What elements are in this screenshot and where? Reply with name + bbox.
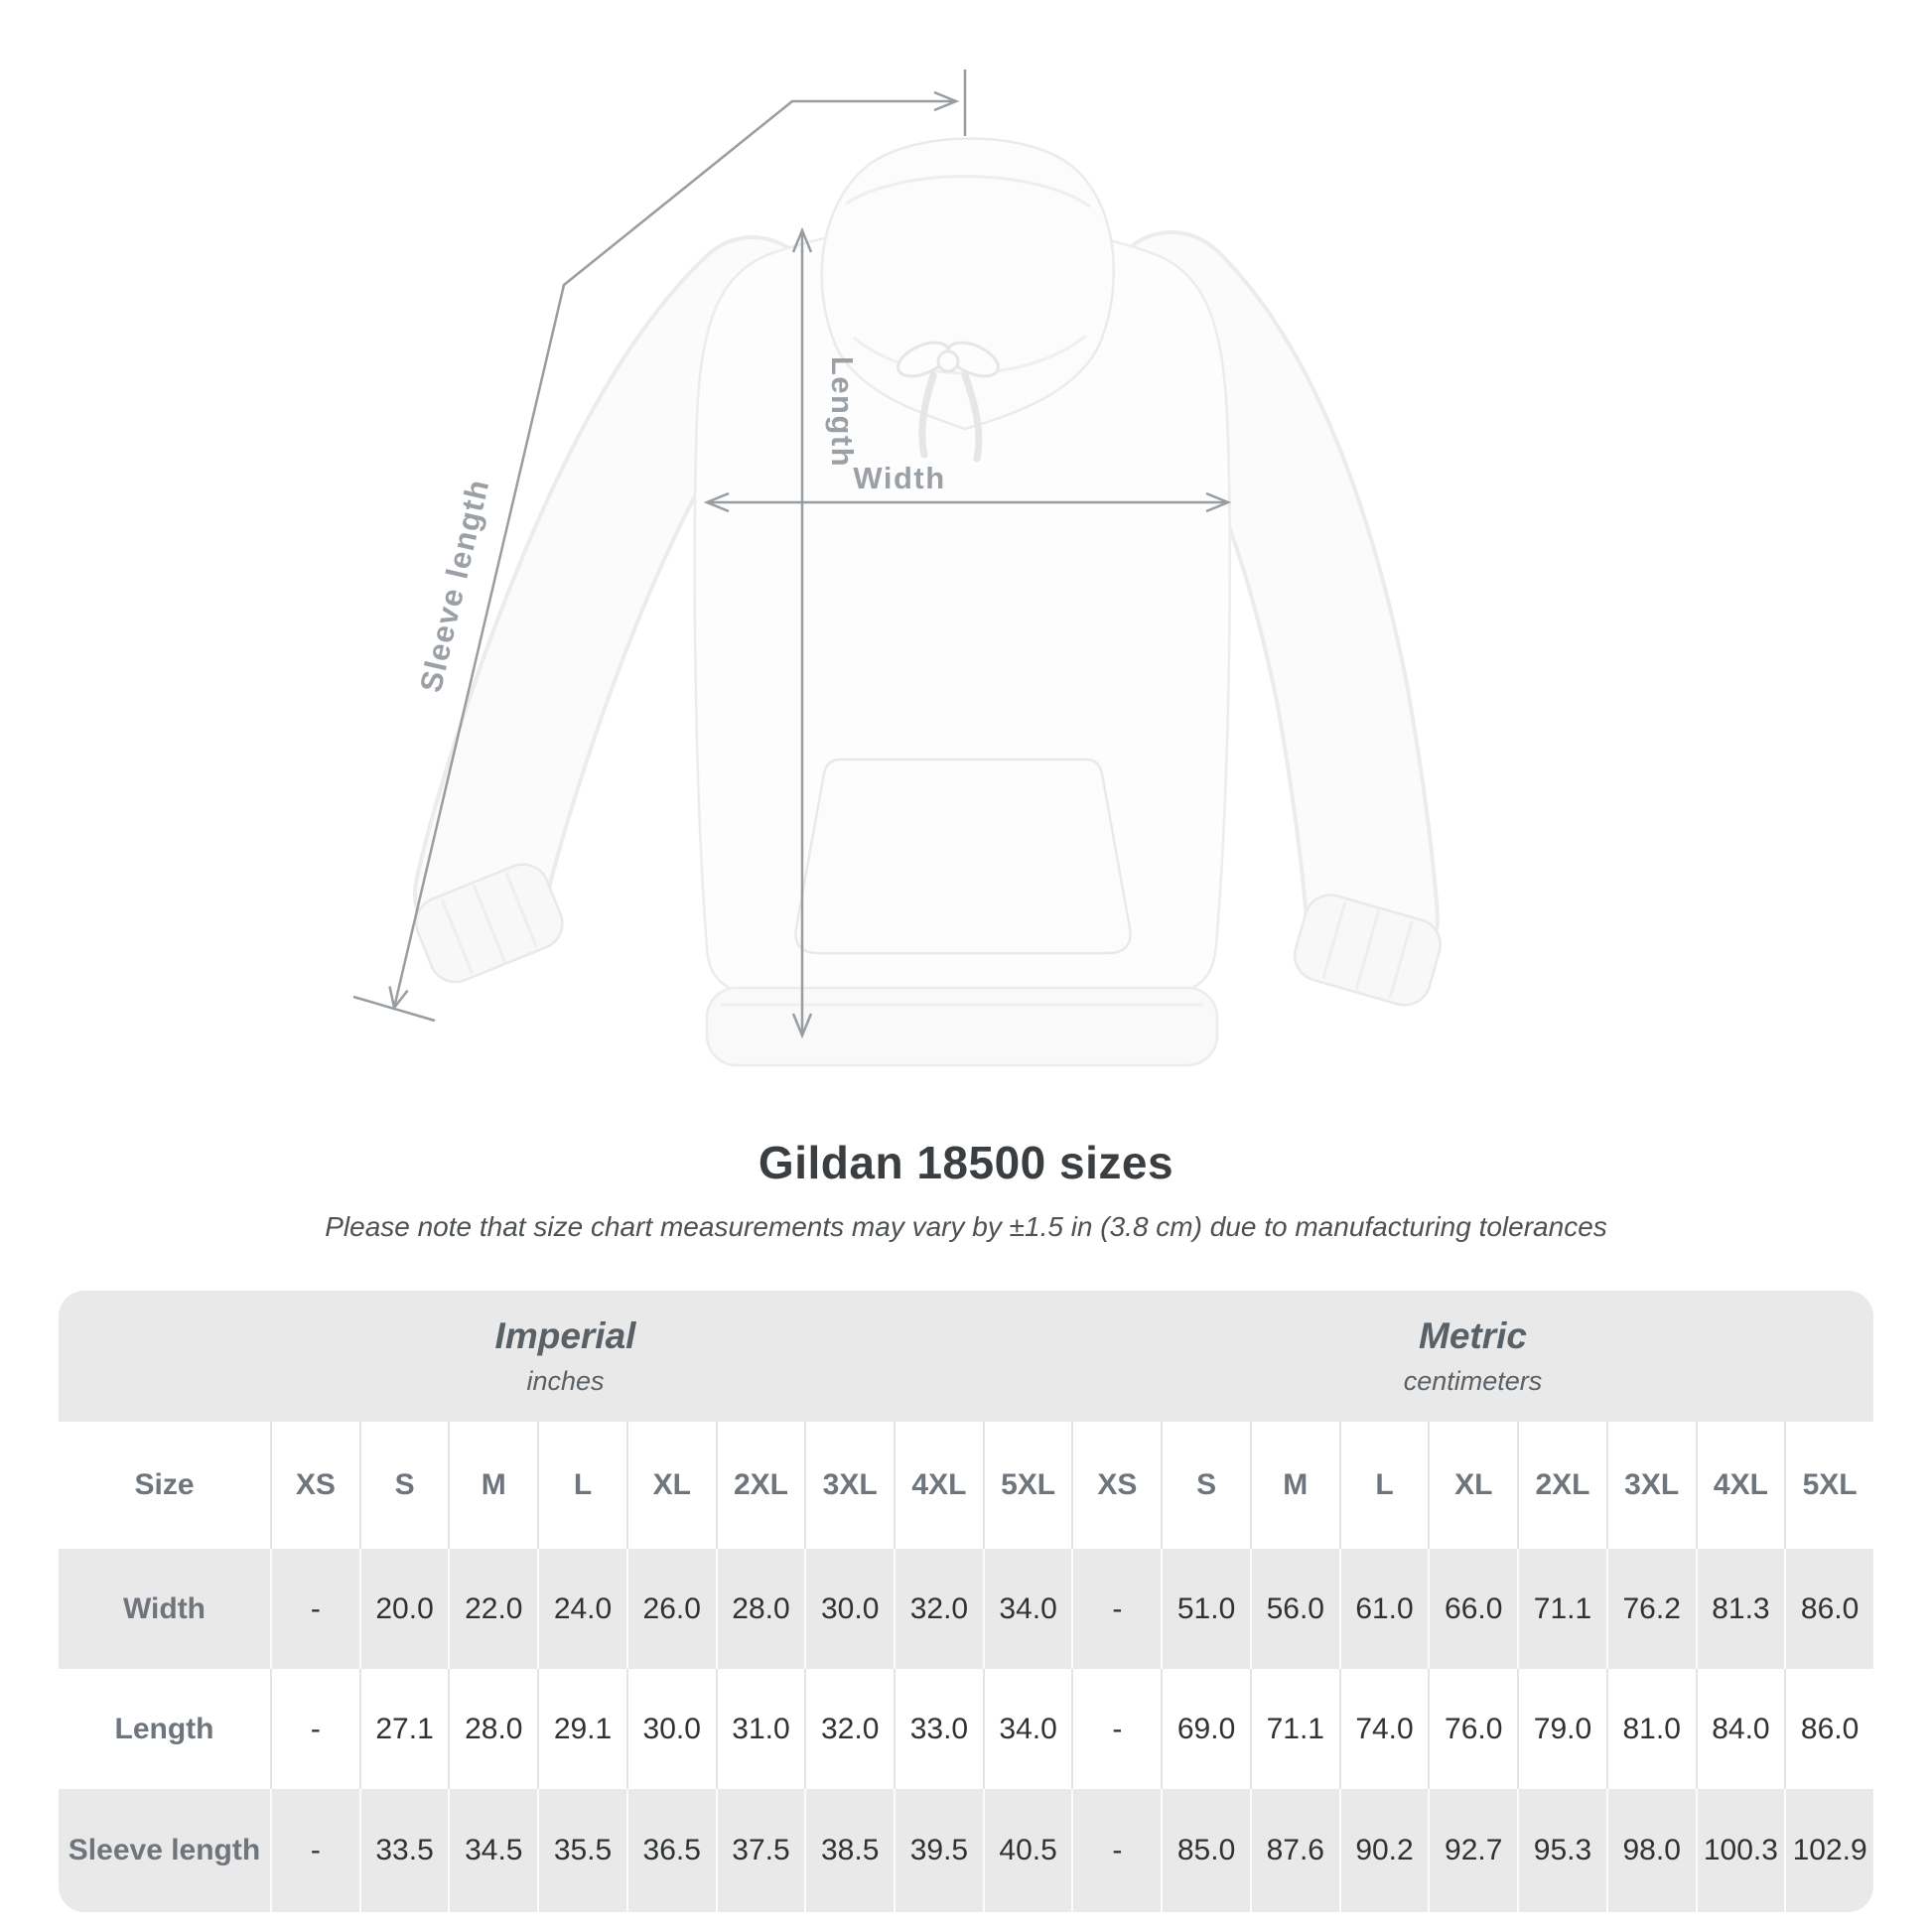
column-header: S — [1161, 1422, 1250, 1549]
table-cell: 36.5 — [626, 1789, 716, 1912]
table-cell: 22.0 — [448, 1549, 537, 1669]
page-title: Gildan 18500 sizes — [758, 1137, 1174, 1188]
column-header: 2XL — [1517, 1422, 1606, 1549]
table-cell: 29.1 — [537, 1669, 626, 1789]
table-cell: 27.1 — [359, 1669, 449, 1789]
table-cell: 71.1 — [1250, 1669, 1339, 1789]
table-row-length — [59, 1669, 1873, 1789]
table-cell: - — [1071, 1549, 1161, 1669]
column-header: L — [1339, 1422, 1429, 1549]
sleeve-length-label: Sleeve length — [413, 475, 496, 696]
column-header: 3XL — [1606, 1422, 1696, 1549]
table-cell: - — [270, 1669, 359, 1789]
row-label: Width — [122, 1591, 207, 1625]
table-cell: 102.9 — [1784, 1789, 1873, 1912]
size-table — [59, 1291, 1873, 1912]
metric-section-header — [1072, 1291, 1873, 1422]
column-header: M — [1250, 1422, 1339, 1549]
table-cell: 76.2 — [1606, 1549, 1696, 1669]
row-label: Sleeve length — [68, 1834, 261, 1866]
column-header: 4XL — [1696, 1422, 1785, 1549]
table-cell: 38.5 — [804, 1789, 894, 1912]
imperial-section-header — [59, 1291, 1072, 1422]
size-header-row — [59, 1422, 1873, 1549]
table-cell: 34.5 — [448, 1789, 537, 1912]
table-row-sleeve-length — [59, 1789, 1873, 1912]
table-cell: 39.5 — [894, 1789, 983, 1912]
table-cell: 87.6 — [1250, 1789, 1339, 1912]
table-cell: 26.0 — [626, 1549, 716, 1669]
column-header: XL — [1428, 1422, 1517, 1549]
table-cell: - — [270, 1549, 359, 1669]
kangaroo-pocket — [795, 759, 1130, 953]
table-cell: 34.0 — [983, 1549, 1072, 1669]
table-cell: 90.2 — [1339, 1789, 1429, 1912]
table-cell: 71.1 — [1517, 1549, 1606, 1669]
imperial-label: Imperial — [494, 1315, 636, 1356]
table-cell: 33.5 — [359, 1789, 449, 1912]
table-cell: 92.7 — [1428, 1789, 1517, 1912]
size-column-header: Size — [134, 1468, 195, 1501]
table-cell: 81.0 — [1606, 1669, 1696, 1789]
table-cell: 28.0 — [716, 1549, 805, 1669]
tolerance-note: Please note that size chart measurements may vary by ±1.5 in (3.8 cm) due to manufacturing tolerances — [325, 1211, 1607, 1242]
table-cell: 24.0 — [537, 1549, 626, 1669]
unit-section-band — [59, 1291, 1873, 1422]
table-cell: 69.0 — [1161, 1669, 1250, 1789]
table-cell: 30.0 — [626, 1669, 716, 1789]
table-cell: 28.0 — [448, 1669, 537, 1789]
table-cell: 37.5 — [716, 1789, 805, 1912]
table-cell: 66.0 — [1428, 1549, 1517, 1669]
table-cell: 32.0 — [804, 1669, 894, 1789]
width-label: Width — [853, 461, 946, 495]
imperial-unit: inches — [526, 1366, 605, 1396]
table-cell: 20.0 — [359, 1549, 449, 1669]
table-cell: 81.3 — [1696, 1549, 1785, 1669]
table-cell: 35.5 — [537, 1789, 626, 1912]
table-cell: 95.3 — [1517, 1789, 1606, 1912]
column-header: XS — [270, 1422, 359, 1549]
table-cell: 74.0 — [1339, 1669, 1429, 1789]
table-cell: 32.0 — [894, 1549, 983, 1669]
table-cell: 86.0 — [1784, 1669, 1873, 1789]
column-header: 5XL — [1784, 1422, 1873, 1549]
row-label: Length — [114, 1712, 214, 1745]
length-label: Length — [825, 355, 860, 469]
table-cell: 98.0 — [1606, 1789, 1696, 1912]
table-cell: - — [270, 1789, 359, 1912]
table-cell: 51.0 — [1161, 1549, 1250, 1669]
table-row-width — [59, 1549, 1873, 1669]
column-header: 4XL — [894, 1422, 983, 1549]
table-cell: 30.0 — [804, 1549, 894, 1669]
metric-label: Metric — [1419, 1315, 1527, 1356]
table-cell: 61.0 — [1339, 1549, 1429, 1669]
table-cell: - — [1071, 1669, 1161, 1789]
table-cell: - — [1071, 1789, 1161, 1912]
table-cell: 86.0 — [1784, 1549, 1873, 1669]
table-cell: 84.0 — [1696, 1669, 1785, 1789]
column-header: S — [359, 1422, 449, 1549]
hoodie-illustration — [408, 139, 1447, 1066]
column-header: 3XL — [804, 1422, 894, 1549]
table-cell: 100.3 — [1696, 1789, 1785, 1912]
table-cell: 76.0 — [1428, 1669, 1517, 1789]
metric-unit: centimeters — [1403, 1366, 1543, 1396]
column-header: M — [448, 1422, 537, 1549]
table-cell: 33.0 — [894, 1669, 983, 1789]
table-cell: 79.0 — [1517, 1669, 1606, 1789]
column-header: 2XL — [716, 1422, 805, 1549]
column-header: L — [537, 1422, 626, 1549]
hem-band — [707, 988, 1217, 1065]
table-cell: 40.5 — [983, 1789, 1072, 1912]
table-cell: 34.0 — [983, 1669, 1072, 1789]
table-cell: 85.0 — [1161, 1789, 1250, 1912]
column-header: XS — [1071, 1422, 1161, 1549]
table-cell: 31.0 — [716, 1669, 805, 1789]
table-cell: 56.0 — [1250, 1549, 1339, 1669]
column-header: XL — [626, 1422, 716, 1549]
column-header: 5XL — [983, 1422, 1072, 1549]
